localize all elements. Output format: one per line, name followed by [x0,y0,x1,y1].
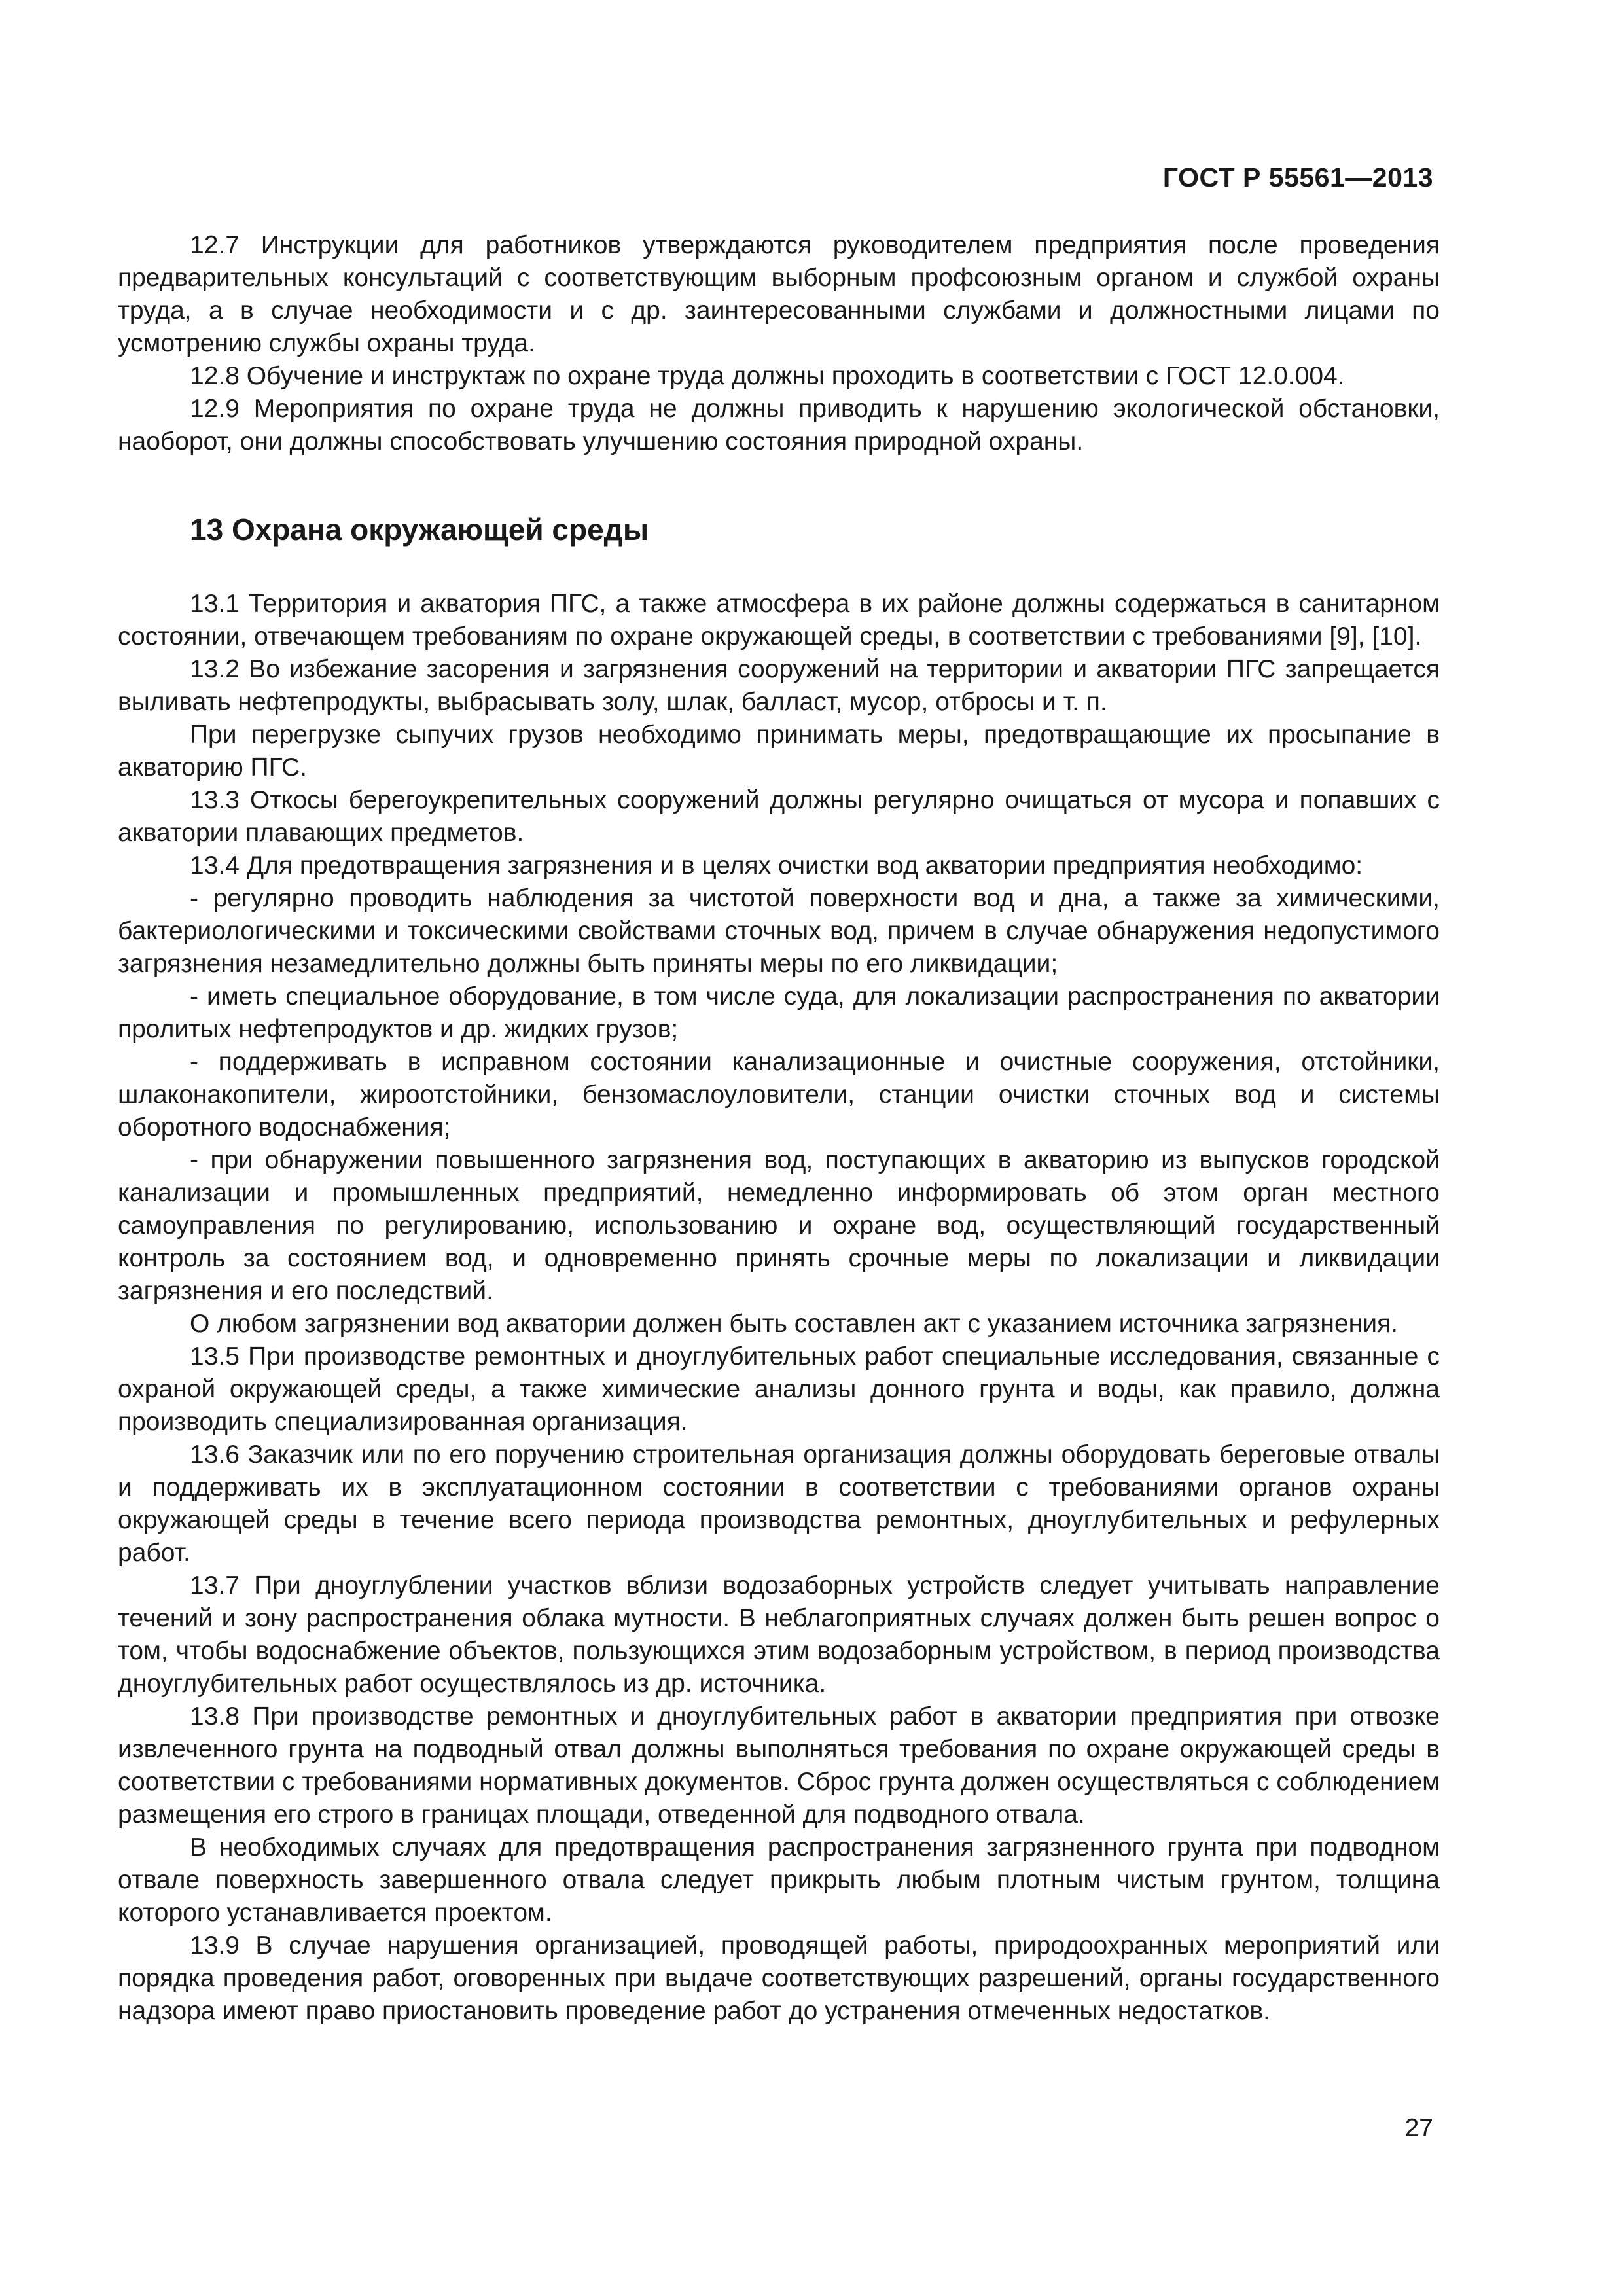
paragraph-12-7: 12.7 Инструкции для работников утверждаются руководителем предприятия после проведения предварительных консультаций с соответствующим выборным профсоюзным органом и службой охраны труда, а в случае необходимости и с др. заинтересованными службами и должностными лицами по усмотрению службы охраны труда. [118,231,1440,357]
paragraph-13-9: 13.9 В случае нарушения организацией, проводящей работы, природоохранных мероприятий или порядка проведения работ, оговоренных при выдаче соответствующих разрешений, органы государственного надзора имеют право приостановить проведение работ до устранения отмеченных недостатков. [118,1931,1440,2025]
paragraph-13-8-cont: В необходимых случаях для предотвращения распространения загрязненного грунта при подводном отвале поверхность завершенного отвала следует прикрыть любым плотным чистым грунтом, толщина которого устанавливается проектом. [118,1833,1440,1927]
paragraph-13-2: 13.2 Во избежание засорения и загрязнения сооружений на территории и акватории ПГС запрещается выливать нефтепродукты, выбрасывать золу, шлак, балласт, мусор, отбросы и т. п. [118,655,1440,716]
paragraph-13-1: 13.1 Территория и акватория ПГС, а также атмосфера в их районе должны содержаться в санитарном состоянии, отвечающем требованиям по охране окружающей среды, в соответствии с требованиями [9], [10]. [118,590,1440,651]
paragraph-13-5: 13.5 При производстве ремонтных и дноуглубительных работ специальные исследования, связанные с охраной окружающей среды, а также химические анализы донного грунта и воды, как правило, должна производить специализированная организация. [118,1342,1440,1436]
paragraph-13-3: 13.3 Откосы берегоукрепительных сооружений должны регулярно очищаться от мусора и попавших с акватории плавающих предметов. [118,786,1440,847]
paragraph-13-2-cont: При перегрузке сыпучих грузов необходимо принимать меры, предотвращающие их просыпание в акваторию ПГС. [118,721,1440,781]
list-item: - иметь специальное оборудование, в том числе суда, для локализации распространения по акватории пролитых нефтепродуктов и др. жидких грузов; [118,982,1440,1043]
section-title: 13 Охрана окружающей среды [190,512,649,547]
page-content [118,229,1440,2028]
paragraph-13-4-cont: О любом загрязнении вод акватории должен быть составлен акт с указанием источника загрязнения. [190,1310,1398,1338]
paragraph-13-8: 13.8 При производстве ремонтных и дноуглубительных работ в акватории предприятия при отвозке извлеченного грунта на подводный отвал должны выполняться требования по охране окружающей среды в соответствии с требованиями нормативных документов. Сброс грунта должен осуществляться с соблюдением размещения его строго в границах площади, отведенной для подводного отвала. [118,1702,1440,1829]
paragraph-12-8: 12.8 Обучение и инструктаж по охране труда должны проходить в соответствии с ГОСТ 12.0.004. [190,362,1345,390]
paragraph-13-7: 13.7 При дноуглублении участков вблизи водозаборных устройств следует учитывать направление течений и зону распространения облака мутности. В неблагоприятных случаях должен быть решен вопрос о том, чтобы водоснабжение объектов, пользующихся этим водозаборным устройством, в период производства дноуглубительных работ осуществлялось из др. источника. [118,1571,1440,1698]
paragraph-12-9: 12.9 Мероприятия по охране труда не должны приводить к нарушению экологической обстановки, наоборот, они должны способствовать улучшению состояния природной охраны. [118,395,1440,456]
page-number: 27 [1404,2114,1433,2142]
list-item: - при обнаружении повышенного загрязнения вод, поступающих в акваторию из выпусков городской канализации и промышленных предприятий, немедленно информировать об этом орган местного самоуправления по регулированию, использованию и охране вод, осуществляющий государственный контроль за состоянием вод, и одновременно принять срочные меры по локализации и ликвидации загрязнения и его последствий. [118,1146,1440,1305]
list-item: - регулярно проводить наблюдения за чистотой поверхности вод и дна, а также за химическими, бактериологическими и токсическими свойствами сточных вод, причем в случае обнаружения недопустимого загрязнения незамедлительно должны быть приняты меры по его ликвидации; [118,884,1440,978]
document-id-header: ГОСТ Р 55561—2013 [1162,162,1433,192]
list-item: - поддерживать в исправном состоянии канализационные и очистные сооружения, отстойники, шлаконакопители, жироотстойники, бензомаслоуловители, станции очистки сточных вод и системы оборотного водоснабжения; [118,1048,1440,1141]
paragraph-13-6: 13.6 Заказчик или по его поручению строительная организация должны оборудовать береговые отвалы и поддерживать их в эксплуатационном состоянии в соответствии с требованиями органов охраны окружающей среды в течение всего периода производства ремонтных, дноуглубительных и рефулерных работ. [118,1441,1440,1567]
paragraph-13-4: 13.4 Для предотвращения загрязнения и в целях очистки вод акватории предприятия необходимо: [190,852,1363,880]
